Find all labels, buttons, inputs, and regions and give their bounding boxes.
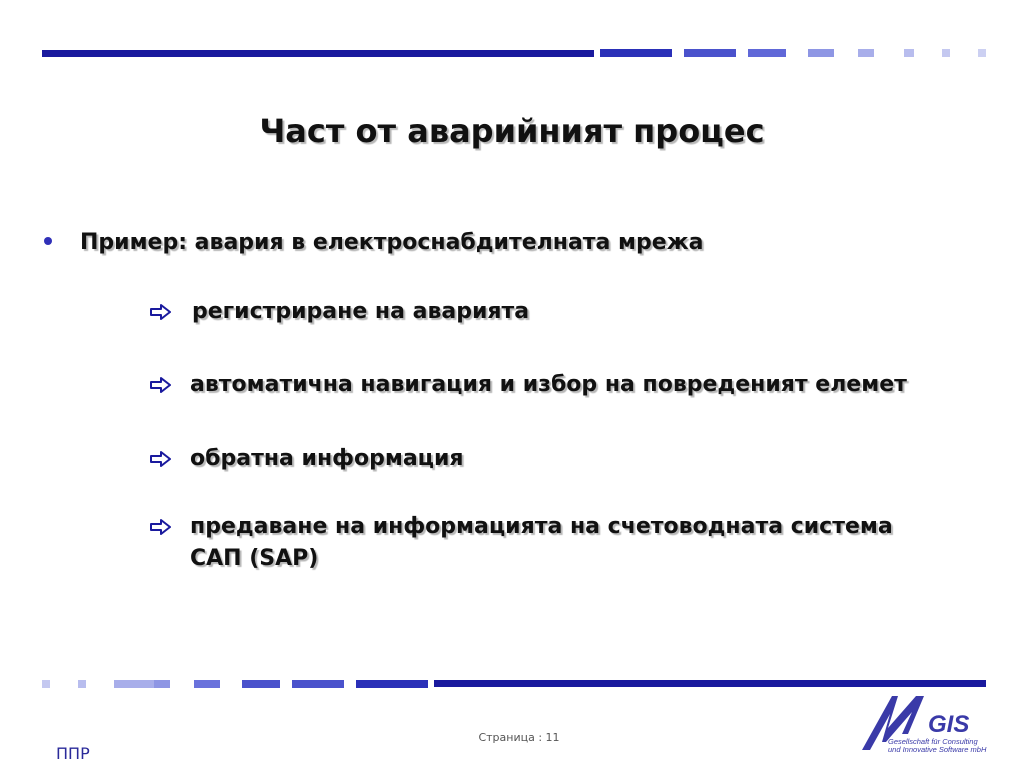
bullet-item [44,230,703,255]
arrow-right-icon [150,451,172,467]
company-logo [858,690,988,754]
slide-title: Част от аварийният процес [259,112,765,150]
arrow-right-icon [150,304,172,320]
bullet-dot-icon [44,237,52,245]
sub-item [150,443,970,475]
top-bar [42,49,986,57]
arrow-right-icon [150,519,172,535]
sub-item-text: обратна информация [190,446,464,471]
sub-item-text: автоматична навигация и избор на повреденият елемет [190,372,907,397]
sub-item-text: предаване на информацията на счетоводната система САП (SAP) [190,514,893,571]
sub-item-text: регистриране на аварията [192,299,530,324]
logo-tagline-1: Gesellschaft für Consulting [888,737,978,746]
logo-name: GIS [928,711,970,738]
sub-item [150,369,970,401]
bottom-bar [42,680,986,688]
arrow-right-icon [150,377,172,393]
logo-tagline-2: und Innovative Software mbH [888,745,987,754]
page-number: Страница : 11 [478,731,560,744]
bullet-text: Пример: авария в електроснабдителната мрежа [80,230,704,255]
sub-item [150,296,970,328]
sub-item [150,511,910,575]
footer-label: ППР [56,744,90,763]
